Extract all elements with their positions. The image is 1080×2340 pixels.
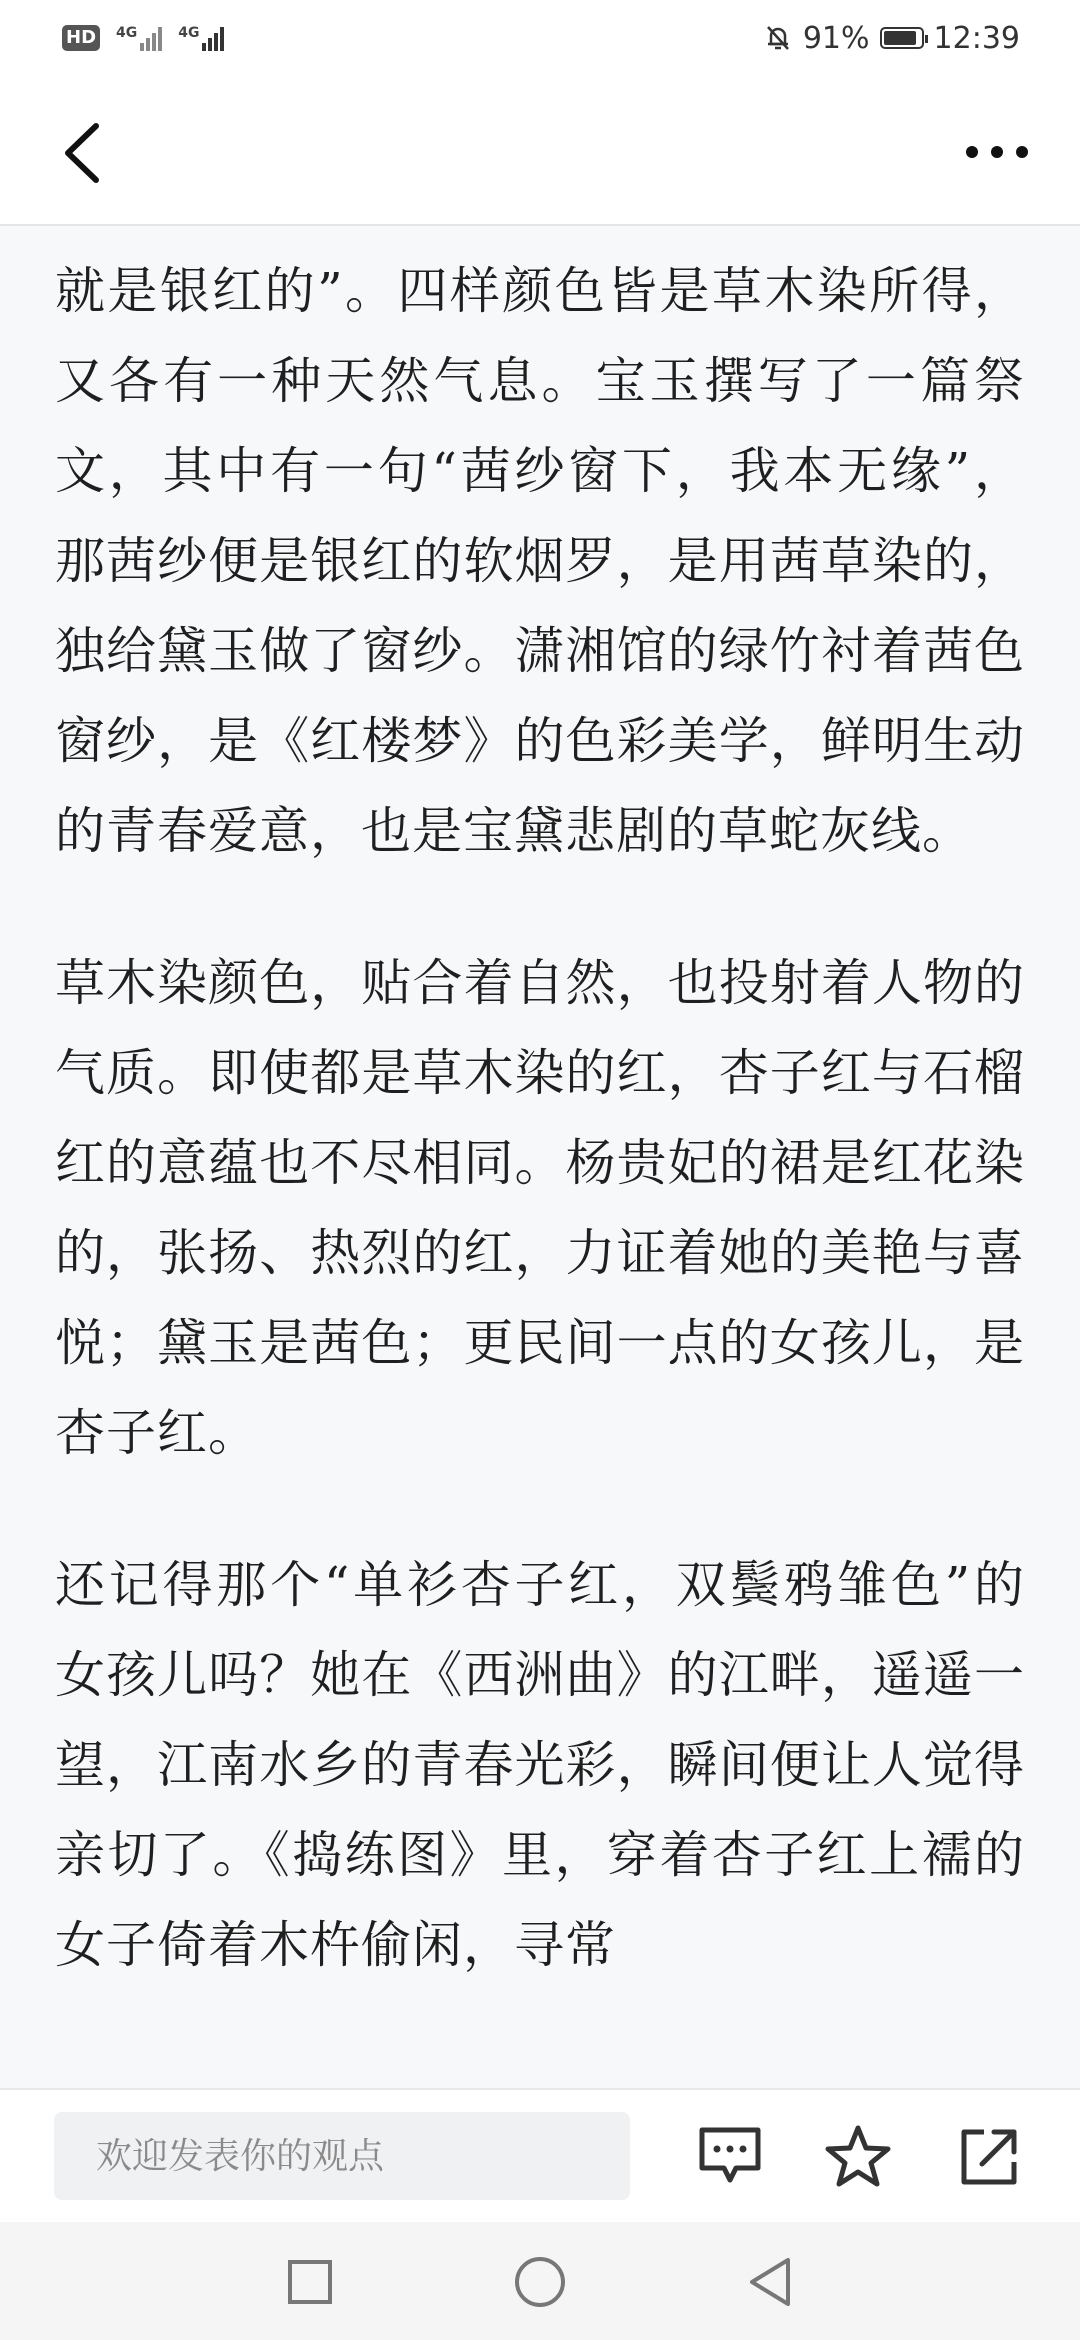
triangle-back-icon[interactable] <box>740 2252 800 2312</box>
mute-bell-icon <box>763 23 793 53</box>
clock: 12:39 <box>933 20 1020 56</box>
bottom-action-bar <box>0 2088 1080 2222</box>
top-nav-bar <box>0 76 1080 226</box>
more-horizontal-icon[interactable] <box>962 132 1032 172</box>
comment-icon[interactable] <box>696 2124 764 2188</box>
chevron-left-icon[interactable] <box>56 118 116 188</box>
share-icon[interactable] <box>956 2124 1024 2188</box>
article-content[interactable] <box>0 226 1080 2088</box>
status-bar <box>0 0 1080 76</box>
article-paragraph: 草木染颜色，贴合着自然，也投射着人物的气质。即使都是草木染的红，杏子红与石榴红的意蕴也不尽相同。杨贵妃的裙是红花染的，张扬、热烈的红，力证着她的美艳与喜悦；黛玉是茜色；更民间一点的女孩儿，是杏子红。 <box>55 954 1025 1462</box>
square-icon[interactable] <box>280 2252 340 2312</box>
status-right <box>763 21 1020 56</box>
battery-icon <box>880 27 924 49</box>
status-left <box>62 25 224 51</box>
signal-icon <box>116 25 162 51</box>
battery-percent: 91% <box>802 20 870 56</box>
battery-fill <box>884 31 917 45</box>
circle-icon[interactable] <box>510 2252 570 2312</box>
hd-icon: HD <box>62 25 100 51</box>
system-navigation-bar <box>0 2222 1080 2340</box>
signal-icon-2 <box>178 25 224 51</box>
article-paragraph: 就是银红的”。四样颜色皆是草木染所得，又各有一种天然气息。宝玉撰写了一篇祭文，其中有一句“茜纱窗下，我本无缘”，那茜纱便是银红的软烟罗，是用茜草染的，独给黛玉做了窗纱。潇湘馆的绿竹衬着茜色窗纱，是《红楼梦》的色彩美学，鲜明生动的青春爱意，也是宝黛悲剧的草蛇灰线。 <box>55 262 1025 860</box>
star-icon[interactable] <box>824 2124 892 2188</box>
article-paragraph: 还记得那个“单衫杏子红，双鬓鸦雏色”的女孩儿吗？她在《西洲曲》的江畔，遥遥一望，江南水乡的青春光彩，瞬间便让人觉得亲切了。《捣练图》里，穿着杏子红上襦的女子倚着木杵偷闲，寻常 <box>55 1556 1025 1974</box>
article-body <box>0 246 1080 1990</box>
network-type-2: 4G <box>178 25 200 41</box>
network-type: 4G <box>116 25 138 41</box>
comment-input[interactable] <box>54 2112 630 2200</box>
